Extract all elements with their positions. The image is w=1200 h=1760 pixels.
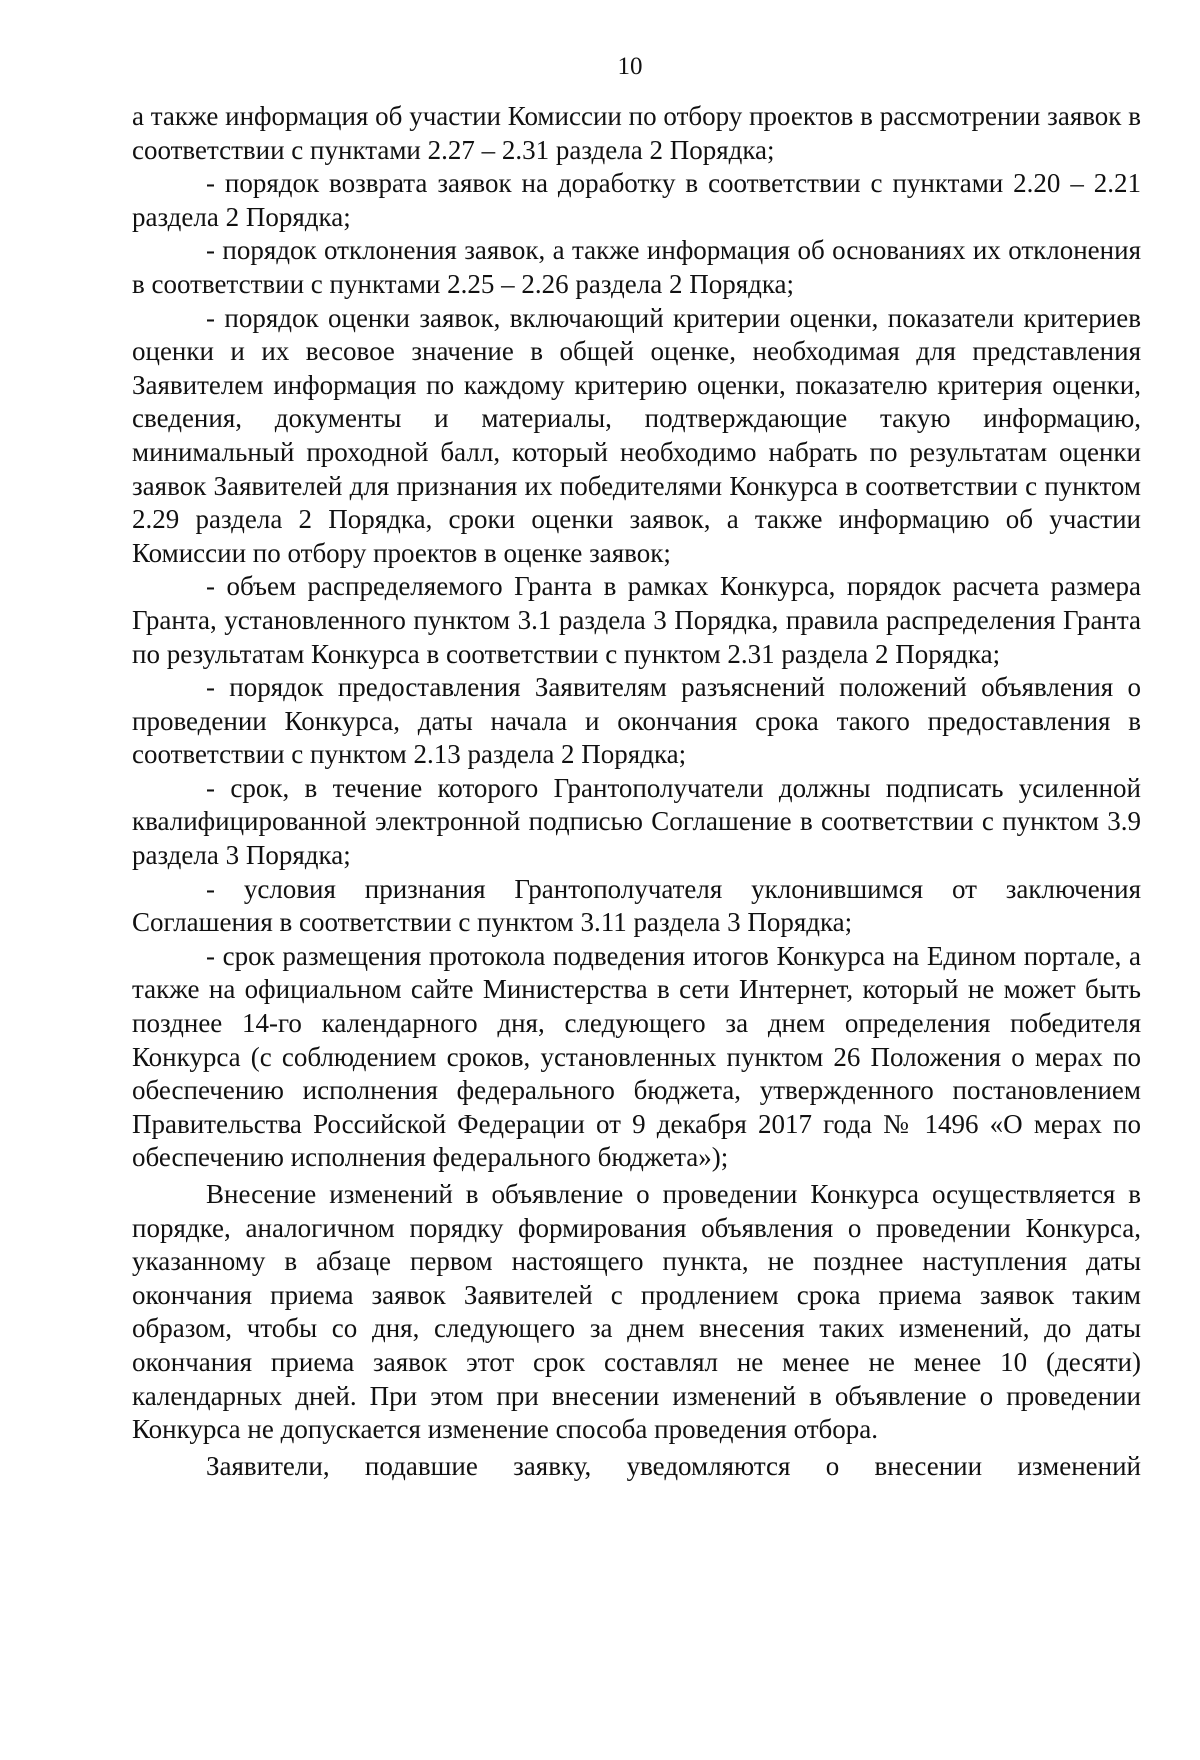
- list-item-evaluation-procedure: - порядок оценки заявок, включающий критерии оценки, показатели критериев оценки и их весовое значение в общей оценке, необходимая для представления Заявителем информация по каждому критерию оценки, показателю критерия оценки, сведения, документы и материалы, подтверждающие такую информацию, минимальный проходной балл, который необходимо набрать по результатам оценки заявок Заявителей для признания их победителями Конкурса в соответствии с пунктом 2.29 раздела 2 Порядка, сроки оценки заявок, а также информацию об участии Комиссии по отбору проектов в оценке заявок;: [132, 302, 1141, 568]
- list-item-signing-deadline: - срок, в течение которого Грантополучатели должны подписать усиленной квалифицированной электронной подписью Соглашение в соответствии с пунктом 3.9 раздела 3 Порядка;: [132, 772, 1141, 871]
- list-item-grant-volume: - объем распределяемого Гранта в рамках Конкурса, порядок расчета размера Гранта, установленного пунктом 3.1 раздела 3 Порядка, правила распределения Гранта по результатам Конкурса в соответствии с пунктом 2.31 раздела 2 Порядка;: [132, 571, 1141, 669]
- page-body: [132, 100, 1141, 1483]
- list-item-evasion-conditions: - условия признания Грантополучателя уклонившимся от заключения Соглашения в соответствии с пунктом 3.11 раздела 3 Порядка;: [132, 873, 1141, 938]
- paragraph-continuation: а также информация об участии Комиссии по отбору проектов в рассмотрении заявок в соответствии с пунктами 2.27 – 2.31 раздела 2 Порядка;: [132, 101, 1141, 165]
- list-item-rejection-procedure: - порядок отклонения заявок, а также информация об основаниях их отклонения в соответствии с пунктами 2.25 – 2.26 раздела 2 Порядка;: [132, 235, 1141, 299]
- list-item-return-procedure: - порядок возврата заявок на доработку в соответствии с пунктами 2.20 – 2.21 раздела 2 Порядка;: [132, 168, 1141, 232]
- list-item-clarification-procedure: - порядок предоставления Заявителям разъяснений положений объявления о проведении Конкурса, даты начала и окончания срока такого предоставления в соответствии с пунктом 2.13 раздела 2 Порядка;: [132, 672, 1141, 770]
- page-number: 10: [617, 53, 643, 80]
- list-item-protocol-deadline: - срок размещения протокола подведения итогов Конкурса на Едином портале, а также на официальном сайте Министерства в сети Интернет, который не может быть позднее 14-го календарного дня, следующего за днем определения победителя Конкурса (с соблюдением сроков, установленных пунктом 26 Положения о мерах по обеспечению исполнения федерального бюджета, утвержденного постановлением Правительства Российской Федерации от 9 декабря 2017 года № 1496 «О мерах по обеспечению исполнения федерального бюджета»);: [132, 940, 1141, 1173]
- paragraph-notification: Заявители, подавшие заявку, уведомляются о внесении изменений: [206, 1450, 1141, 1481]
- paragraph-amendments: Внесение изменений в объявление о проведении Конкурса осуществляется в порядке, аналогичном порядку формирования объявления о проведении Конкурса, указанному в абзаце первом настоящего пункта, не позднее наступления даты окончания приема заявок Заявителей с продлением срока приема заявок таким образом, чтобы со дня, следующего за днем внесения таких изменений, до даты окончания приема заявок этот срок составлял не менее не менее 10 (десяти) календарных дней. При этом при внесении изменений в объявление о проведении Конкурса не допускается изменение способа проведения отбора.: [132, 1179, 1141, 1445]
